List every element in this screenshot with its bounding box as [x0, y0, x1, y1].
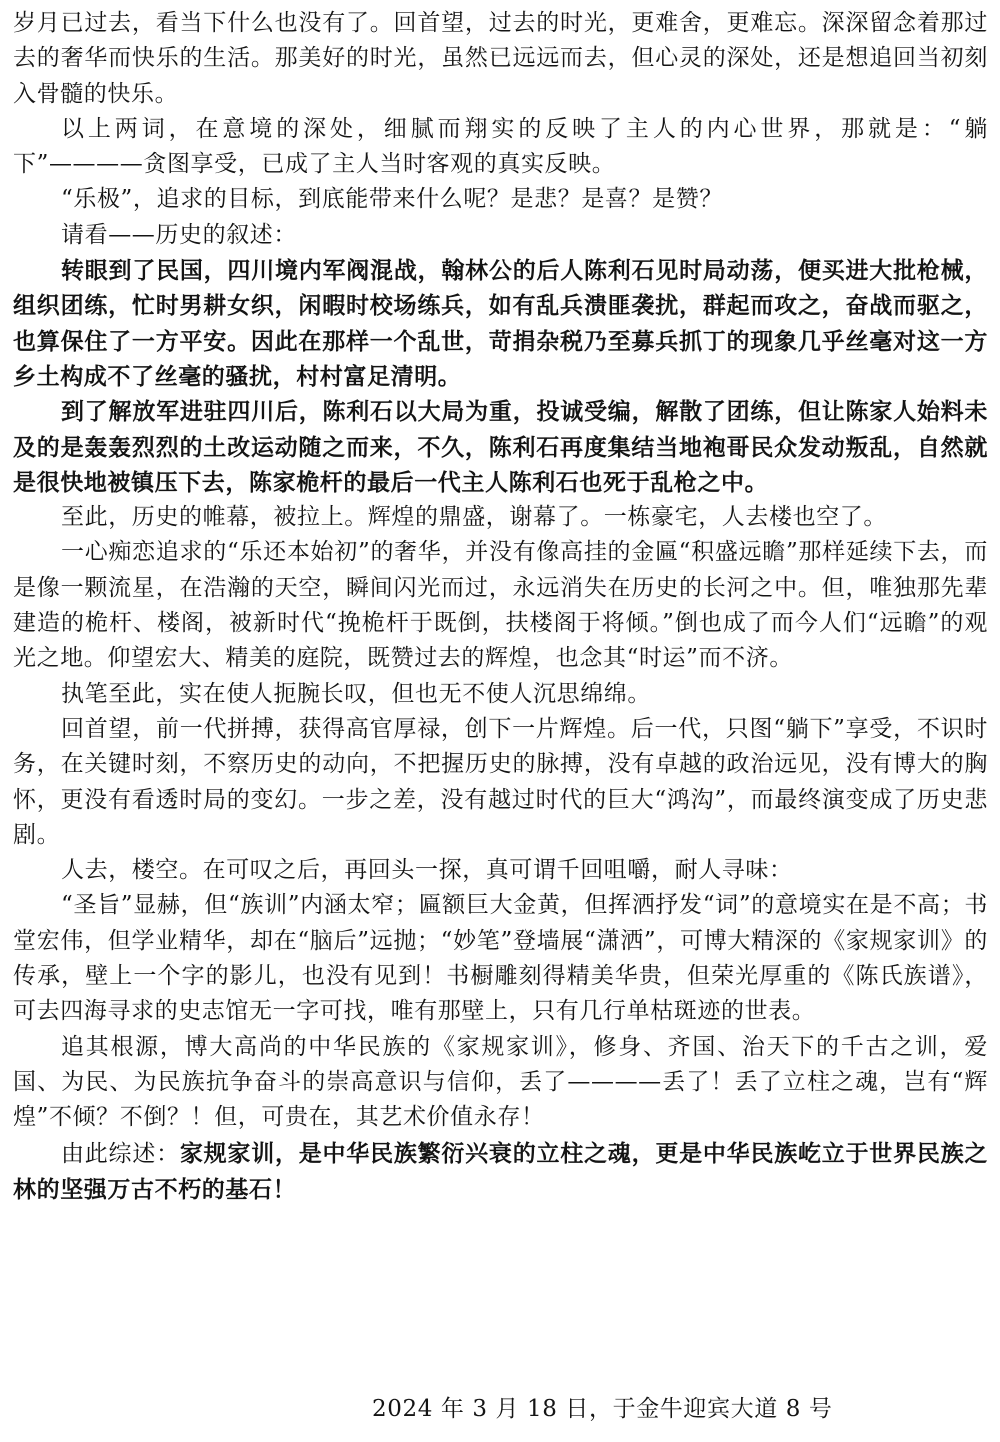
paragraph-look-back: 回首望，前一代拼搏，获得高官厚禄，创下一片辉煌。后一代，只图“躺下”享受，不识时务，在关键时刻，不察历史的动向，不把握历史的脉搏，没有卓越的政治远见，没有博大的胸怀，更没有看透时局的变幻。一步之差，没有越过时代的巨大“鸿沟”，而最终演变成了历史悲剧。	[13, 715, 988, 848]
paragraph-two-poems: 以上两词，在意境的深处，细腻而翔实的反映了主人的内心世界，那就是：“躺下”————贪图享受，已成了主人当时客观的真实反映。	[13, 115, 988, 178]
paragraph-meteor: 一心痴恋追求的“乐还本始初”的奢华，并没有像高挂的金匾“积盛远瞻”那样延续下去，而是像一颗流星，在浩瀚的天空，瞬间闪光而过，永远消失在历史的长河之中。但，唯独那先辈建造的桅杆、楼阁，被新时代“挽桅杆于既倒，扶楼阁于将倾。”倒也成了而今人们“远瞻”的观光之地。仰望宏大、精美的庭院，既赞过去的辉煌，也念其“时运”而不济。	[13, 539, 988, 672]
paragraph-reflections: “圣旨”显赫，但“族训”内涵太窄；匾额巨大金黄，但挥洒抒发“词”的意境实在是不高；书堂宏伟，但学业精华，却在“脑后”远抛；“妙笔”登墙展“潇洒”，可博大精深的《家规家训》的传承，壁上一个字的影儿，也没有见到！书橱雕刻得精美华贵，但荣光厚重的《陈氏族谱》，可去四海寻求的史志馆无一字可找，唯有那壁上，只有几行单枯斑迹的世表。	[13, 892, 988, 1025]
paragraph-republic-era: 转眼到了民国，四川境内军阀混战，翰林公的后人陈利石见时局动荡，便买进大批枪械，组织团练，忙时男耕女织，闲暇时校场练兵，如有乱兵溃匪袭扰，群起而攻之，奋战而驱之，也算保住了一方平安。因此在那样一个乱世，苛捐杂税乃至募兵抓丁的现象几乎丝毫对这一方乡土构成不了丝毫的骚扰，村村富足清明。	[13, 257, 988, 390]
paragraph-question: “乐极”，追求的目标，到底能带来什么呢？是悲？是喜？是赞？	[61, 186, 723, 213]
paragraph-people-gone: 人去，楼空。在可叹之后，再回头一探，真可谓千回咀嚼，耐人寻味：	[61, 857, 793, 884]
paragraph-history-intro: 请看——历史的叙述：	[61, 221, 297, 248]
paragraph-sigh: 执笔至此，实在使人扼腕长叹，但也无不使人沉思绵绵。	[61, 680, 651, 707]
paragraph-past-memories: 岁月已过去，看当下什么也没有了。回首望，过去的时光，更难舍，更难忘。深深留念着那过去的奢华而快乐的生活。那美好的时光，虽然已远远而去，但心灵的深处，还是想追回当初刻入骨髓的快乐。	[13, 10, 988, 107]
conclusion-emphasis: 家规家训，是中华民族繁衍兴衰的立柱之魂，更是中华民族屹立于世界民族之林的坚强万古不朽的基石！	[13, 1139, 989, 1203]
conclusion-lead: 由此综述：	[61, 1140, 180, 1167]
paragraph-conclusion	[13, 1136, 988, 1209]
date-and-place: 2024 年 3 月 18 日，于金牛迎宾大道 8 号	[372, 1396, 833, 1422]
paragraph-root-cause: 追其根源，博大高尚的中华民族的《家规家训》，修身、齐国、治天下的千古之训，爱国、为民、为民族抗争奋斗的崇高意识与信仰，丢了————丢了！丢了立柱之魂，岂有“辉煌”不倾？不倒？！但，可贵在，其艺术价值永存！	[13, 1033, 988, 1131]
paragraph-liberation: 到了解放军进驻四川后，陈利石以大局为重，投诚受编，解散了团练，但让陈家人始料未及的是轰轰烈烈的土改运动随之而来，不久，陈利石再度集结当地袍哥民众发动叛乱，自然就是很快地被镇压下去，陈家桅杆的最后一代主人陈利石也死于乱枪之中。	[13, 398, 988, 496]
paragraph-curtain: 至此，历史的帷幕，被拉上。辉煌的鼎盛，谢幕了。一栋豪宅，人去楼也空了。	[61, 504, 887, 531]
document-body	[13, 6, 988, 1208]
